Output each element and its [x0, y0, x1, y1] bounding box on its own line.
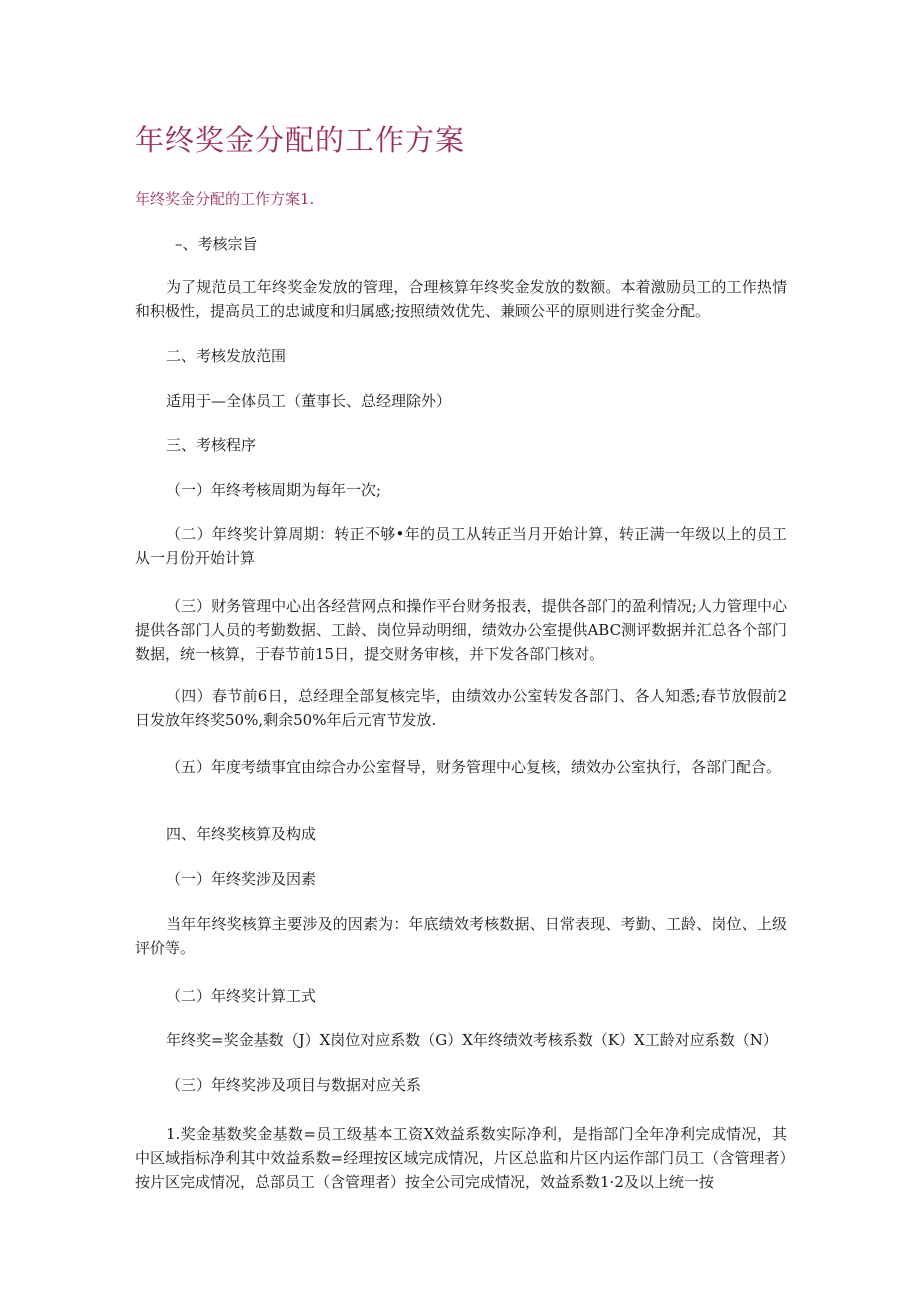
procedure-item-2: （二）年终奖计算周期：转正不够•年的员工从转正当月开始计算，转正满一年级以上的员工从一月份开始计算 [135, 525, 787, 567]
document-title: 年终奖金分配的工作方案 [135, 123, 466, 157]
document-subtitle: 年终奖金分配的工作方案1. [135, 190, 315, 208]
paragraph-factors: 当年年终奖核算主要涉及的因素为：年底绩效考核数据、日常表现、考勤、工龄、岗位、上级评价等。 [135, 915, 787, 957]
procedure-item-1: （一）年终考核周期为每年一次; [166, 481, 382, 499]
paragraph-formula: 年终奖=奖金基数（J）X岗位对应系数（G）X年终绩效考核系数（K）X工龄对应系数（N） [166, 1031, 778, 1049]
paragraph-purpose: 为了规范员工年终奖金发放的管理，合理核算年终奖金发放的数额。本着激励员工的工作热情和积极性，提高员工的忠诚度和归属感;按照绩效优先、兼顾公平的原则进行奖金分配。 [135, 278, 787, 320]
procedure-item-4: （四）春节前6日，总经理全部复核完毕，由绩效办公室转发各部门、各人知悉;春节放假前2日发放年终奖50%,剩余50%年后元宵节发放. [135, 687, 787, 729]
section-heading-purpose: –、考核宗旨 [175, 235, 258, 253]
section-heading-scope: 二、考核发放范围 [166, 347, 287, 365]
section-heading-calculation: 四、年终奖核算及构成 [166, 825, 317, 843]
procedure-item-3: （三）财务管理中心出各经营网点和操作平台财务报表，提供各部门的盈利情况;人力管理中心提供各部门人员的考勤数据、工龄、岗位异动明细，绩效办公室提供ABC测评数据并汇总各个部门数据，统一核算，于春节前15日，提交财务审核，并下发各部门核对。 [135, 597, 787, 663]
calculation-item-2: （二）年终奖计算工式 [166, 987, 317, 1005]
paragraph-scope: 适用于—全体员工（董事长、总经理除外） [166, 392, 452, 410]
calculation-item-3: （三）年终奖涉及项目与数据对应关系 [166, 1076, 422, 1094]
section-heading-procedure: 三、考核程序 [166, 436, 257, 454]
paragraph-bonus-base: 1.奖金基数奖金基数=员工级基本工资X效益系数实际净利，是指部门全年净利完成情况，其中区域指标净利其中效益系数=经理按区域完成情况，片区总监和片区内运作部门员工（含管理者）按片区完成情况，总部员工（含管理者）按全公司完成情况，效益系数1·2及以上统一按 [135, 1125, 787, 1191]
procedure-item-5: （五）年度考绩事宜由综合办公室督导，财务管理中心复核，绩效办公室执行，各部门配合。 [166, 758, 782, 776]
calculation-item-1: （一）年终奖涉及因素 [166, 870, 317, 888]
